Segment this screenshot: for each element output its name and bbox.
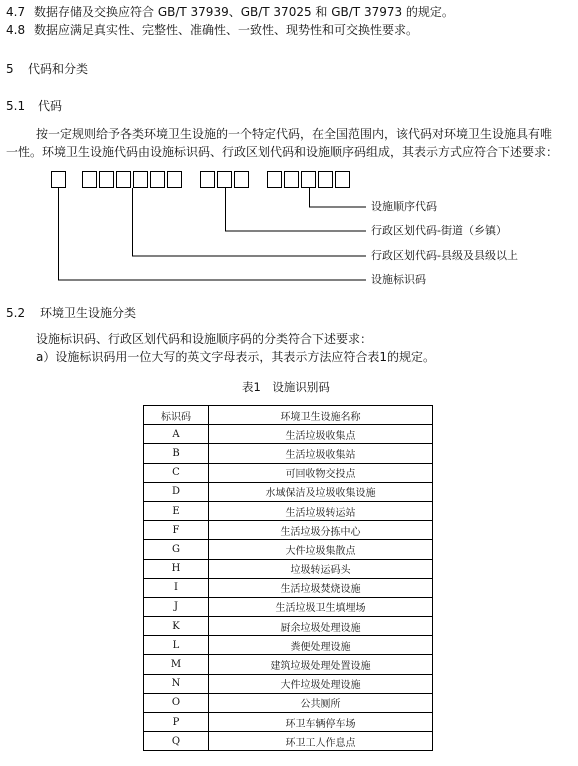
id-code-cell: I [144, 578, 209, 597]
table-row [144, 732, 433, 751]
table-caption: 表1 设施识别码 [242, 380, 330, 394]
facility-name-cell: 生活垃圾卫生填埋场 [209, 597, 433, 616]
table-body [144, 425, 433, 751]
facility-name-cell: 水域保洁及垃圾收集设施 [209, 482, 433, 501]
paragraph-line: 按一定规则给予各类环境卫生设施的一个特定代码，在全国范围内，该代码对环境卫生设施具有唯 [36, 127, 553, 141]
facility-name-cell: 大件垃圾集散点 [209, 540, 433, 559]
table-row [144, 482, 433, 501]
facility-name-cell: 厨余垃圾处理设施 [209, 617, 433, 636]
table-row [144, 597, 433, 616]
clause-text: 数据存储及交换应符合 GB/T 37939、GB/T 37025 和 GB/T 37973 的规定。 [34, 5, 454, 19]
id-code-cell: J [144, 597, 209, 616]
id-code-cell: G [144, 540, 209, 559]
facility-name-cell: 垃圾转运码头 [209, 559, 433, 578]
id-code-cell: D [144, 482, 209, 501]
id-code-cell: O [144, 693, 209, 712]
column-header: 环境卫生设施名称 [209, 406, 433, 425]
paragraph-line: 一性。环境卫生设施代码由设施标识码、行政区划代码和设施顺序码组成，其表示方式应符合下述要求： [6, 145, 559, 159]
table-row [144, 617, 433, 636]
section-number: 5.2 [6, 306, 26, 320]
table-row [144, 521, 433, 540]
id-code-cell: K [144, 617, 209, 636]
section-number: 5 [6, 62, 14, 76]
table-row [144, 501, 433, 520]
paragraph-line: 设施标识码、行政区划代码和设施顺序码的分类符合下述要求： [36, 332, 373, 346]
table-row [144, 636, 433, 655]
facility-name-cell: 可回收物交投点 [209, 463, 433, 482]
label-sequence-code: 设施顺序代码 [371, 200, 437, 213]
label-street-code: 行政区划代码-街道（乡镇） [371, 224, 507, 237]
section-title: 环境卫生设施分类 [40, 306, 137, 320]
connector-county [133, 188, 367, 256]
section-title: 代码 [38, 99, 63, 113]
id-code-cell: A [144, 425, 209, 444]
facility-id-table [143, 405, 433, 751]
table-row [144, 578, 433, 597]
clause-text: 数据应满足真实性、完整性、准确性、一致性、现势性和可交换性要求。 [34, 23, 419, 37]
table-row [144, 425, 433, 444]
facility-name-cell: 大件垃圾处理设施 [209, 674, 433, 693]
label-county-code: 行政区划代码-县级及县级以上 [371, 249, 518, 262]
table-header-row [144, 406, 433, 425]
facility-name-cell: 生活垃圾转运站 [209, 501, 433, 520]
table-row [144, 540, 433, 559]
connector-sequence [310, 188, 367, 207]
connector-facility-id [59, 188, 367, 280]
table-row [144, 463, 433, 482]
facility-name-cell: 公共厕所 [209, 693, 433, 712]
id-code-cell: Q [144, 732, 209, 751]
section-title: 代码和分类 [28, 62, 89, 76]
section-number: 5.1 [6, 99, 26, 113]
id-code-cell: H [144, 559, 209, 578]
id-code-cell: E [144, 501, 209, 520]
clause-number: 4.8 [6, 23, 26, 37]
table-row [144, 674, 433, 693]
table-row [144, 713, 433, 732]
list-item-a: a）设施标识码用一位大写的英文字母表示，其表示方法应符合表1的规定。 [36, 350, 435, 364]
id-code-cell: B [144, 444, 209, 463]
table-row [144, 655, 433, 674]
facility-name-cell: 粪便处理设施 [209, 636, 433, 655]
id-code-cell: F [144, 521, 209, 540]
section-5-2-heading [6, 305, 136, 321]
table-row [144, 444, 433, 463]
id-code-cell: N [144, 674, 209, 693]
clause-number: 4.7 [6, 5, 26, 19]
id-code-cell: P [144, 713, 209, 732]
id-code-cell: L [144, 636, 209, 655]
label-facility-id: 设施标识码 [371, 273, 426, 286]
facility-name-cell: 生活垃圾收集站 [209, 444, 433, 463]
id-code-cell: C [144, 463, 209, 482]
table-row [144, 693, 433, 712]
facility-name-cell: 生活垃圾分拣中心 [209, 521, 433, 540]
facility-name-cell: 生活垃圾焚烧设施 [209, 578, 433, 597]
facility-name-cell: 生活垃圾收集点 [209, 425, 433, 444]
connector-street [226, 188, 367, 231]
column-header: 标识码 [144, 406, 209, 425]
facility-name-cell: 环卫车辆停车场 [209, 713, 433, 732]
facility-name-cell: 环卫工人作息点 [209, 732, 433, 751]
table-row [144, 559, 433, 578]
facility-name-cell: 建筑垃圾处理处置设施 [209, 655, 433, 674]
id-code-cell: M [144, 655, 209, 674]
